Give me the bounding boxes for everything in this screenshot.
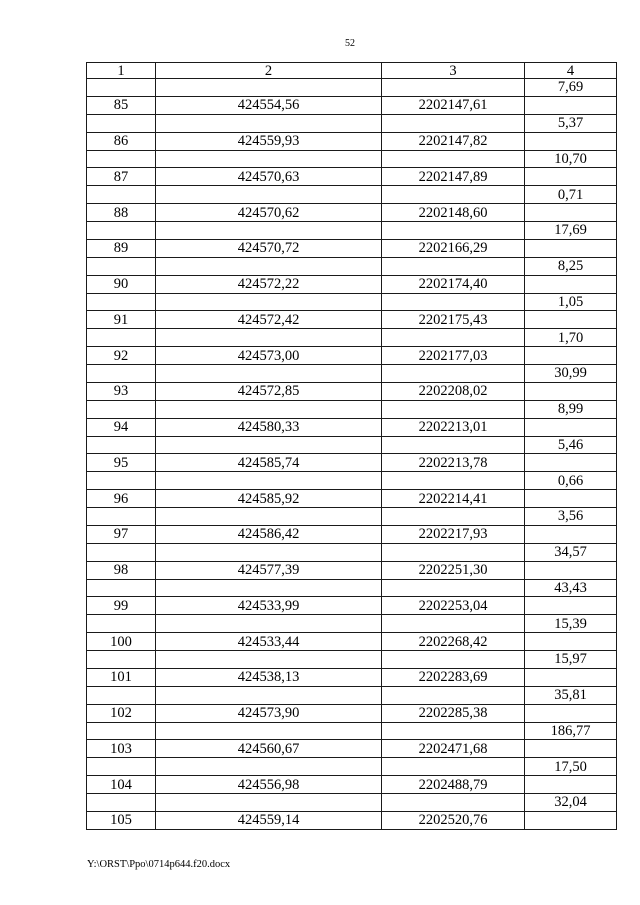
distance-cell: 34,57	[525, 543, 617, 561]
distance-row	[87, 365, 617, 383]
distance-cell: 5,46	[525, 436, 617, 454]
empty-cell	[87, 722, 156, 740]
distance-cell: 32,04	[525, 794, 617, 812]
table-header	[87, 63, 617, 79]
distance-row	[87, 293, 617, 311]
empty-cell	[156, 329, 382, 347]
y-coordinate-cell: 2202174,40	[382, 275, 525, 293]
empty-cell	[156, 722, 382, 740]
distance-cell: 3,56	[525, 508, 617, 526]
empty-cell	[87, 222, 156, 240]
point-number-cell: 91	[87, 311, 156, 329]
y-coordinate-cell: 2202488,79	[382, 776, 525, 794]
point-number-cell: 93	[87, 382, 156, 400]
empty-cell	[156, 186, 382, 204]
empty-cell	[87, 436, 156, 454]
empty-cell	[382, 686, 525, 704]
y-coordinate-cell: 2202251,30	[382, 561, 525, 579]
distance-row	[87, 579, 617, 597]
point-row	[87, 132, 617, 150]
distance-cell: 10,70	[525, 150, 617, 168]
empty-cell	[156, 508, 382, 526]
point-row	[87, 776, 617, 794]
header-col-distance: 4	[525, 63, 617, 79]
point-row	[87, 454, 617, 472]
distance-cell: 5,37	[525, 114, 617, 132]
distance-cell: 8,99	[525, 400, 617, 418]
empty-cell	[382, 365, 525, 383]
empty-cell	[156, 472, 382, 490]
empty-cell	[525, 418, 617, 436]
point-row	[87, 811, 617, 829]
distance-cell: 30,99	[525, 365, 617, 383]
point-row	[87, 418, 617, 436]
empty-cell	[156, 114, 382, 132]
header-row	[87, 63, 617, 79]
point-number-cell: 102	[87, 704, 156, 722]
empty-cell	[525, 811, 617, 829]
empty-cell	[382, 222, 525, 240]
x-coordinate-cell: 424573,90	[156, 704, 382, 722]
point-number-cell: 96	[87, 490, 156, 508]
empty-cell	[525, 132, 617, 150]
empty-cell	[382, 114, 525, 132]
distance-cell: 186,77	[525, 722, 617, 740]
point-row	[87, 525, 617, 543]
y-coordinate-cell: 2202148,60	[382, 204, 525, 222]
x-coordinate-cell: 424570,62	[156, 204, 382, 222]
x-coordinate-cell: 424572,42	[156, 311, 382, 329]
empty-cell	[382, 400, 525, 418]
distance-row	[87, 651, 617, 669]
point-row	[87, 275, 617, 293]
point-number-cell: 97	[87, 525, 156, 543]
x-coordinate-cell: 424580,33	[156, 418, 382, 436]
x-coordinate-cell: 424533,99	[156, 597, 382, 615]
empty-cell	[525, 668, 617, 686]
y-coordinate-cell: 2202213,01	[382, 418, 525, 436]
empty-cell	[156, 400, 382, 418]
distance-row	[87, 329, 617, 347]
empty-cell	[525, 347, 617, 365]
empty-cell	[382, 615, 525, 633]
point-number-cell: 104	[87, 776, 156, 794]
distance-row	[87, 114, 617, 132]
point-number-cell: 89	[87, 239, 156, 257]
empty-cell	[382, 651, 525, 669]
point-row	[87, 561, 617, 579]
empty-cell	[382, 186, 525, 204]
point-number-cell: 88	[87, 204, 156, 222]
empty-cell	[525, 633, 617, 651]
x-coordinate-cell: 424586,42	[156, 525, 382, 543]
x-coordinate-cell: 424570,63	[156, 168, 382, 186]
empty-cell	[525, 275, 617, 293]
empty-cell	[525, 597, 617, 615]
x-coordinate-cell: 424572,22	[156, 275, 382, 293]
distance-row	[87, 257, 617, 275]
point-row	[87, 490, 617, 508]
empty-cell	[156, 579, 382, 597]
x-coordinate-cell: 424572,85	[156, 382, 382, 400]
distance-cell: 7,69	[525, 79, 617, 97]
y-coordinate-cell: 2202217,93	[382, 525, 525, 543]
empty-cell	[87, 543, 156, 561]
y-coordinate-cell: 2202208,02	[382, 382, 525, 400]
empty-cell	[156, 257, 382, 275]
y-coordinate-cell: 2202175,43	[382, 311, 525, 329]
empty-cell	[87, 758, 156, 776]
distance-cell: 0,66	[525, 472, 617, 490]
distance-cell: 1,70	[525, 329, 617, 347]
empty-cell	[382, 257, 525, 275]
distance-row	[87, 543, 617, 561]
footer-file-path: Y:\ORST\Ppo\0714p644.f20.docx	[87, 859, 231, 870]
empty-cell	[382, 758, 525, 776]
coordinates-table	[86, 62, 617, 830]
empty-cell	[382, 722, 525, 740]
point-number-cell: 99	[87, 597, 156, 615]
y-coordinate-cell: 2202268,42	[382, 633, 525, 651]
distance-cell: 8,25	[525, 257, 617, 275]
y-coordinate-cell: 2202147,89	[382, 168, 525, 186]
point-row	[87, 633, 617, 651]
empty-cell	[525, 561, 617, 579]
x-coordinate-cell: 424533,44	[156, 633, 382, 651]
point-row	[87, 597, 617, 615]
empty-cell	[156, 365, 382, 383]
y-coordinate-cell: 2202253,04	[382, 597, 525, 615]
empty-cell	[156, 686, 382, 704]
empty-cell	[87, 508, 156, 526]
point-row	[87, 96, 617, 114]
empty-cell	[87, 329, 156, 347]
point-number-cell: 90	[87, 275, 156, 293]
distance-cell: 0,71	[525, 186, 617, 204]
y-coordinate-cell: 2202471,68	[382, 740, 525, 758]
empty-cell	[525, 204, 617, 222]
distance-row	[87, 400, 617, 418]
point-number-cell: 103	[87, 740, 156, 758]
empty-cell	[156, 794, 382, 812]
empty-cell	[382, 79, 525, 97]
empty-cell	[525, 239, 617, 257]
empty-cell	[87, 579, 156, 597]
header-col-point-number: 1	[87, 63, 156, 79]
empty-cell	[525, 168, 617, 186]
x-coordinate-cell: 424538,13	[156, 668, 382, 686]
point-number-cell: 105	[87, 811, 156, 829]
empty-cell	[525, 454, 617, 472]
empty-cell	[382, 543, 525, 561]
y-coordinate-cell: 2202177,03	[382, 347, 525, 365]
distance-row	[87, 79, 617, 97]
x-coordinate-cell: 424560,67	[156, 740, 382, 758]
empty-cell	[525, 96, 617, 114]
empty-cell	[525, 311, 617, 329]
x-coordinate-cell: 424559,93	[156, 132, 382, 150]
distance-cell: 17,50	[525, 758, 617, 776]
distance-row	[87, 472, 617, 490]
point-row	[87, 311, 617, 329]
point-number-cell: 100	[87, 633, 156, 651]
y-coordinate-cell: 2202283,69	[382, 668, 525, 686]
y-coordinate-cell: 2202520,76	[382, 811, 525, 829]
empty-cell	[87, 651, 156, 669]
empty-cell	[382, 508, 525, 526]
y-coordinate-cell: 2202147,82	[382, 132, 525, 150]
point-number-cell: 86	[87, 132, 156, 150]
empty-cell	[382, 472, 525, 490]
empty-cell	[87, 150, 156, 168]
empty-cell	[87, 472, 156, 490]
empty-cell	[156, 543, 382, 561]
x-coordinate-cell: 424585,74	[156, 454, 382, 472]
empty-cell	[87, 686, 156, 704]
point-row	[87, 347, 617, 365]
header-col-y-coordinate: 3	[382, 63, 525, 79]
x-coordinate-cell: 424573,00	[156, 347, 382, 365]
distance-row	[87, 615, 617, 633]
distance-cell: 1,05	[525, 293, 617, 311]
distance-cell: 43,43	[525, 579, 617, 597]
y-coordinate-cell: 2202166,29	[382, 239, 525, 257]
y-coordinate-cell: 2202147,61	[382, 96, 525, 114]
empty-cell	[525, 490, 617, 508]
point-row	[87, 239, 617, 257]
x-coordinate-cell: 424556,98	[156, 776, 382, 794]
point-number-cell: 92	[87, 347, 156, 365]
empty-cell	[382, 329, 525, 347]
empty-cell	[382, 794, 525, 812]
point-row	[87, 668, 617, 686]
empty-cell	[382, 150, 525, 168]
x-coordinate-cell: 424570,72	[156, 239, 382, 257]
distance-cell: 35,81	[525, 686, 617, 704]
empty-cell	[87, 365, 156, 383]
table-body	[87, 79, 617, 830]
empty-cell	[156, 150, 382, 168]
empty-cell	[382, 436, 525, 454]
empty-cell	[87, 615, 156, 633]
empty-cell	[525, 525, 617, 543]
point-number-cell: 94	[87, 418, 156, 436]
point-number-cell: 87	[87, 168, 156, 186]
empty-cell	[382, 293, 525, 311]
point-number-cell: 85	[87, 96, 156, 114]
y-coordinate-cell: 2202213,78	[382, 454, 525, 472]
distance-row	[87, 186, 617, 204]
y-coordinate-cell: 2202214,41	[382, 490, 525, 508]
empty-cell	[156, 651, 382, 669]
distance-row	[87, 436, 617, 454]
empty-cell	[87, 257, 156, 275]
distance-row	[87, 794, 617, 812]
distance-row	[87, 758, 617, 776]
empty-cell	[87, 400, 156, 418]
header-col-x-coordinate: 2	[156, 63, 382, 79]
distance-row	[87, 686, 617, 704]
point-row	[87, 168, 617, 186]
distance-row	[87, 222, 617, 240]
empty-cell	[525, 704, 617, 722]
distance-cell: 15,39	[525, 615, 617, 633]
empty-cell	[87, 794, 156, 812]
point-row	[87, 740, 617, 758]
distance-cell: 15,97	[525, 651, 617, 669]
distance-row	[87, 508, 617, 526]
empty-cell	[156, 293, 382, 311]
empty-cell	[156, 436, 382, 454]
empty-cell	[87, 186, 156, 204]
x-coordinate-cell: 424559,14	[156, 811, 382, 829]
point-number-cell: 101	[87, 668, 156, 686]
x-coordinate-cell: 424577,39	[156, 561, 382, 579]
point-row	[87, 704, 617, 722]
distance-row	[87, 150, 617, 168]
empty-cell	[156, 79, 382, 97]
point-row	[87, 382, 617, 400]
empty-cell	[156, 222, 382, 240]
x-coordinate-cell: 424554,56	[156, 96, 382, 114]
empty-cell	[156, 758, 382, 776]
empty-cell	[382, 579, 525, 597]
x-coordinate-cell: 424585,92	[156, 490, 382, 508]
distance-row	[87, 722, 617, 740]
point-number-cell: 98	[87, 561, 156, 579]
empty-cell	[87, 114, 156, 132]
empty-cell	[156, 615, 382, 633]
distance-cell: 17,69	[525, 222, 617, 240]
empty-cell	[87, 79, 156, 97]
empty-cell	[525, 382, 617, 400]
empty-cell	[525, 740, 617, 758]
point-row	[87, 204, 617, 222]
empty-cell	[87, 293, 156, 311]
page-number: 52	[345, 38, 355, 49]
y-coordinate-cell: 2202285,38	[382, 704, 525, 722]
empty-cell	[525, 776, 617, 794]
point-number-cell: 95	[87, 454, 156, 472]
